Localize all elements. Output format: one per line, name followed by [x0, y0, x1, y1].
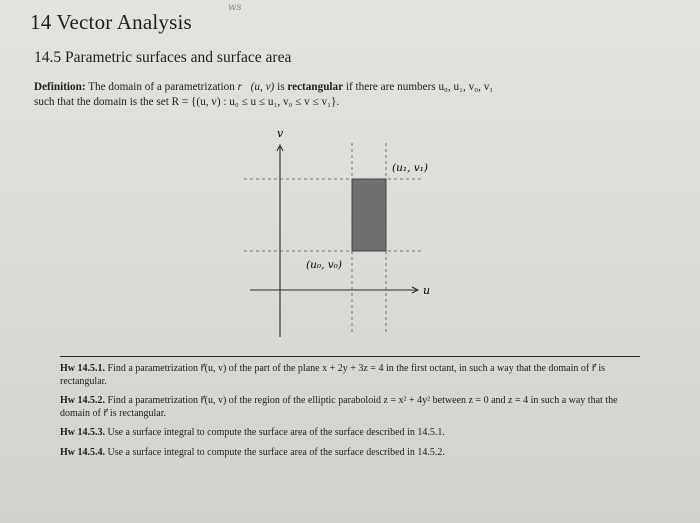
- definition-label: Definition:: [34, 81, 86, 93]
- definition-text-3: such that the domain is the set R = {(u, v) : u₀ ≤ u ≤ u₁, v₀ ≤ v ≤ v₁}.: [34, 96, 340, 108]
- pen-scribble: ws: [228, 2, 242, 13]
- section-title: 14.5 Parametric surfaces and surface area: [34, 49, 292, 66]
- homework-item: [60, 447, 640, 460]
- homework-label: Hw 14.5.1.: [60, 363, 105, 374]
- domain-rectangle: [352, 179, 386, 251]
- chapter-title: 14 Vector Analysis: [30, 10, 192, 34]
- corner-label-bottom: (u₀, v₀): [306, 259, 342, 271]
- rectangular-domain-figure: [240, 125, 470, 345]
- homework-item: [60, 395, 640, 420]
- definition-term: rectangular: [287, 81, 344, 93]
- definition-text-1: The domain of a parametrization: [88, 81, 235, 93]
- definition-vector: r⃗(u, v): [237, 81, 275, 93]
- homework-label: Hw 14.5.3.: [60, 427, 105, 438]
- homework-label: Hw 14.5.2.: [60, 395, 105, 406]
- homework-item: [60, 427, 640, 440]
- corner-label-top: (u₁, v₁): [392, 162, 428, 174]
- u-axis-label: u: [423, 284, 431, 297]
- homework-text: Find a parametrization r⃗(u, v) of the part of the plane x + 2y + 3z = 4 in the first octant, in such a way that the domain of r⃗ is rectangular.: [60, 363, 606, 387]
- v-axis-label: v: [277, 127, 284, 140]
- definition-text-2: if there are numbers u₀, u₁, v₀, v₁: [345, 81, 494, 93]
- homework-item: [60, 363, 640, 388]
- definition-paragraph: [34, 80, 664, 110]
- homework-label: Hw 14.5.4.: [60, 446, 105, 458]
- homework-list: [60, 356, 640, 466]
- definition-is: is: [277, 81, 285, 93]
- homework-text: Use a surface integral to compute the surface area of the surface described in 14.5.1.: [107, 427, 445, 438]
- homework-text: Use a surface integral to compute the surface area of the surface described in 14.5.2.: [107, 446, 445, 458]
- homework-text: Find a parametrization r⃗(u, v) of the region of the elliptic paraboloid z = x² + 4y² between z = 0 and z = 4 in such a way that the domain of r⃗ is rectangular.: [60, 395, 618, 419]
